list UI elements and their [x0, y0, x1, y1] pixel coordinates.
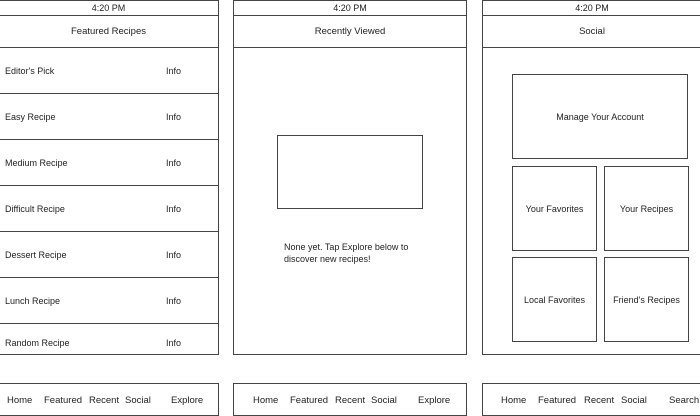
- recent-screen: [233, 0, 467, 355]
- recipe-row-lunch[interactable]: [0, 278, 218, 324]
- featured-screen: [0, 0, 219, 355]
- recipe-row-random[interactable]: [0, 324, 218, 348]
- empty-state-message: None yet. Tap Explore below to discover new recipes!: [284, 242, 409, 264]
- tab-explore[interactable]: Explore: [171, 395, 204, 406]
- tab-home[interactable]: Home: [501, 395, 527, 406]
- info-button[interactable]: Info: [166, 65, 182, 76]
- tab-social[interactable]: Social: [371, 395, 397, 406]
- recipe-label: Editor's Pick: [5, 65, 55, 76]
- placeholder-image: [277, 135, 423, 209]
- status-bar-time: 4:20 PM: [0, 1, 218, 16]
- recipe-label: Difficult Recipe: [5, 203, 65, 214]
- tab-featured[interactable]: Featured: [290, 395, 329, 406]
- recipe-label: Easy Recipe: [5, 111, 56, 122]
- recipe-row-difficult[interactable]: [0, 186, 218, 232]
- social-title: Social: [483, 16, 700, 48]
- tab-home[interactable]: Home: [7, 395, 33, 406]
- tab-home[interactable]: Home: [253, 395, 279, 406]
- your-recipes-button[interactable]: Your Recipes: [604, 166, 689, 251]
- recipe-row-medium[interactable]: [0, 140, 218, 186]
- local-favorites-button[interactable]: Local Favorites: [512, 257, 597, 342]
- recipe-row-dessert[interactable]: [0, 232, 218, 278]
- status-bar-time: 4:20 PM: [483, 1, 700, 16]
- tab-recent[interactable]: Recent: [584, 395, 615, 406]
- tab-recent[interactable]: Recent: [335, 395, 366, 406]
- info-button[interactable]: Info: [166, 111, 182, 122]
- tab-featured[interactable]: Featured: [538, 395, 577, 406]
- tab-explore[interactable]: Explore: [418, 395, 451, 406]
- your-favorites-button[interactable]: Your Favorites: [512, 166, 597, 251]
- tab-bar: [482, 383, 700, 416]
- featured-title: Featured Recipes: [0, 16, 218, 48]
- recipe-list: [0, 48, 218, 348]
- recipe-label: Random Recipe: [5, 338, 70, 348]
- tab-social[interactable]: Social: [621, 395, 647, 406]
- info-button[interactable]: Info: [166, 295, 182, 306]
- social-screen: [482, 0, 700, 355]
- info-button[interactable]: Info: [166, 249, 182, 260]
- tab-bar: [0, 383, 219, 416]
- info-button[interactable]: Info: [166, 203, 182, 214]
- manage-account-button[interactable]: Manage Your Account: [512, 74, 688, 159]
- tab-bar: [233, 383, 467, 416]
- recent-title: Recently Viewed: [234, 16, 466, 48]
- friends-recipes-button[interactable]: Friend's Recipes: [604, 257, 689, 342]
- tab-featured[interactable]: Featured: [44, 395, 83, 406]
- recipe-row-editors-pick[interactable]: [0, 48, 218, 94]
- info-button[interactable]: Info: [166, 157, 182, 168]
- status-bar-time: 4:20 PM: [234, 1, 466, 16]
- tab-recent[interactable]: Recent: [89, 395, 120, 406]
- recipe-label: Lunch Recipe: [5, 295, 61, 306]
- tab-social[interactable]: Social: [125, 395, 151, 406]
- info-button[interactable]: Info: [166, 338, 182, 348]
- recipe-row-easy[interactable]: [0, 94, 218, 140]
- tab-search[interactable]: Search: [669, 395, 700, 406]
- recipe-label: Dessert Recipe: [5, 249, 67, 260]
- recipe-label: Medium Recipe: [5, 157, 68, 168]
